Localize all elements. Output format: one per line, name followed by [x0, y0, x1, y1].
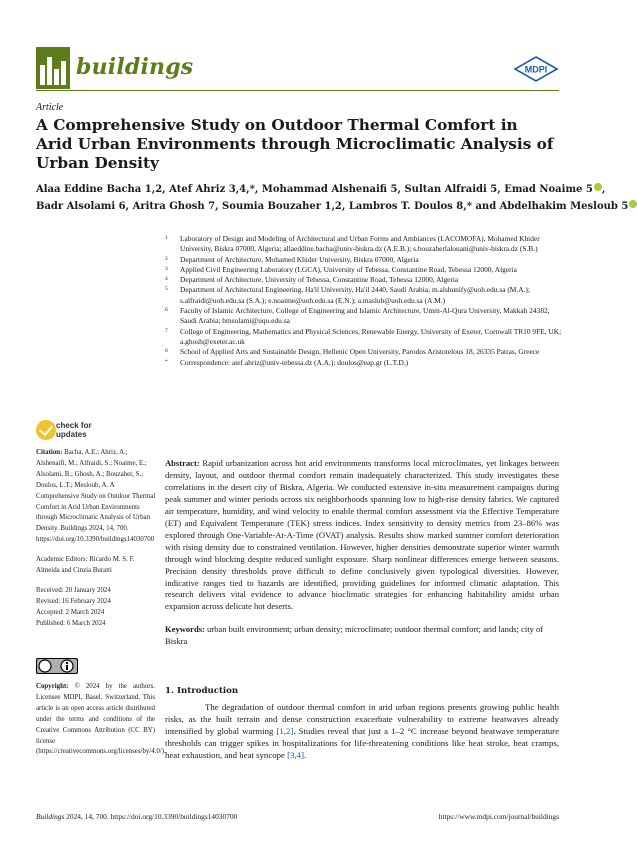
footer-citation [36, 812, 237, 821]
citation-block [36, 448, 156, 546]
footer-journal: Buildings [36, 812, 65, 821]
affiliation-text: Faculty of Islamic Architecture, College of Engineering and Islamic Architecture, Umm-Al-Qura University, Makkah 24382, Saudi Arabia; bmsolami@uqu.edu.sa [180, 306, 550, 326]
affiliation-item [165, 347, 565, 357]
affiliation-number: 1 [165, 235, 168, 241]
copyright-text: © 2024 by the authors. Licensee MDPI, Basel, Switzerland. This article is an open access article distributed under the terms and conditions of the Creative Commons Attribution (CC BY) license (https://creativecommons.org/licenses/by/4.0/). [36, 683, 166, 756]
affiliation-item [165, 327, 565, 348]
date-accepted: Accepted: 2 March 2024 [36, 608, 105, 616]
journal-logo-icon [36, 47, 70, 89]
check-for-updates-badge[interactable] [36, 420, 96, 442]
footer-url[interactable]: https://www.mdpi.com/journal/buildings [438, 812, 559, 821]
affiliation-number: 6 [165, 307, 168, 314]
affiliation-item [165, 306, 565, 327]
keywords [165, 624, 559, 648]
affiliation-item [165, 285, 565, 306]
author-line-2-text: Badr Alsolami 6, Aritra Ghosh 7, Soumia Bouzaher 1,2, Lambros T. Doulos 8,* and Abdelhakim Mesloub 5 [36, 200, 629, 212]
article-title: A Comprehensive Study on Outdoor Thermal Comfort in Arid Urban Environments through Microclimatic Analysis of Urban Density [36, 116, 554, 172]
article-info-sidebar [36, 448, 156, 630]
correspondence-text: Correspondence: atef.ahriz@univ-tebessa.dz (A.A.); doulos@eap.gr (L.T.D.) [180, 357, 409, 367]
affiliations [165, 234, 565, 368]
date-published: Published: 6 March 2024 [36, 619, 106, 627]
keywords-text: urban built environment; urban density; microclimate; outdoor thermal comfort; arid lands; city of Biskra [165, 624, 544, 646]
affiliation-number: 2 [165, 255, 168, 262]
affiliation-text: Laboratory of Design and Modeling of Architectural and Urban Forms and Ambiances (LACOMOFA), Mohamed Khider University, Biskra 07000, Algeria; allaeddine.bacha@univ-biskra.dz (A.E.B.); s.bouzaherlalouani@univ-biskra.dz (S.B.) [180, 234, 540, 254]
cc-by-license-icon[interactable] [36, 658, 78, 674]
keywords-label: Keywords: [165, 624, 205, 634]
copyright-notice [36, 682, 166, 758]
affiliation-number: 3 [165, 265, 168, 272]
affiliation-number: * [165, 358, 168, 365]
checkmark-icon [36, 420, 56, 440]
orcid-icon[interactable] [594, 183, 602, 191]
author-list [36, 182, 629, 215]
mdpi-logo-icon[interactable] [513, 56, 559, 82]
abstract-label: Abstract: [165, 458, 200, 468]
affiliation-text: College of Engineering, Mathematics and Physical Sciences, Renewable Energy, University of Exeter, Cornwall TR10 9FE, UK; a.ghosh@exeter.ac.uk [180, 326, 562, 346]
intro-paragraph [165, 701, 559, 761]
citation-link[interactable]: [1,2] [276, 726, 294, 737]
section-heading: 1. Introduction [165, 686, 239, 696]
affiliation-text: Department of Architectural Engineering, Ha'il University, Ha'il 2440, Saudi Arabia; m.alshunify@uoh.edu.sa (M.A.); s.alfraidi@uoh.edu.sa (S.A.); e.noaime@uoh.edu.sa (E.N.); a.maslub@uoh.edu.sa (A.M.) [180, 285, 530, 305]
article-type: Article [36, 102, 64, 113]
author-line-2 [36, 199, 629, 216]
intro-text: . Studies reveal that just a 1–2 °C increase beyond heatwave temperature thresholds can trigger spikes in hospitalizations for life-threatening conditions like heat stroke, heat cramps, heat exhaustion, and heat syncope [165, 726, 559, 761]
footer-doi[interactable]: 2024, 14, 700. https://doi.org/10.3390/buildings14030700 [64, 812, 238, 821]
mdpi-logo-text: MDPI [524, 64, 548, 75]
citation-link[interactable]: [3,4] [287, 750, 304, 761]
journal-name: buildings [76, 54, 194, 80]
copyright-label: Copyright: [36, 683, 69, 690]
affiliation-text: Department of Architecture, University of Tebessa, Constantine Road, Tebessa 12000, Algeria [180, 275, 459, 285]
academic-editors: Academic Editors: Ricardo M. S. F. Almeida and Cinzia Buratti [36, 556, 135, 575]
intro-text: . [304, 750, 307, 761]
check-for-updates-label: check for updates [56, 421, 92, 439]
correspondence [165, 358, 565, 368]
affiliation-item [165, 265, 565, 275]
author-line-1: Alaa Eddine Bacha 1,2, Atef Ahriz 3,4,*, Mohammad Alshenaifi 5, Sultan Alfraidi 5, Emad Noaime 5 , [36, 184, 606, 195]
header-rule [36, 90, 559, 91]
date-received: Received: 20 January 2024 [36, 586, 111, 594]
affiliation-item [165, 255, 565, 265]
date-revised: Revised: 16 February 2024 [36, 597, 111, 605]
author-line-1-text: Alaa Eddine Bacha 1,2, Atef Ahriz 3,4,*, Mohammad Alshenaifi 5, Sultan Alfraidi 5, Emad Noaime 5 [36, 184, 593, 195]
abstract-text: Rapid urbanization across hot arid environments transforms local microclimates, yet linkages between density, layout, and outdoor thermal comfort remain inadequately characterized. This study investigates these correlations in the desert city of Biskra, Algeria. We conducted extensive in-situ measurement campaigns during peak summer and winter periods across six neighborhoods spanning low to high-rise density fabrics. We captured air temperature, humidity, and wind velocity to enable thermal comfort assessment via the Effective Temperature (ET) and Equivalent Temperature (TEK) stress indices. Index sensitivity to density metrics from 23–86% was explored through One-Variable-At-A-Time (OVAT) analysis. Results show marked summer comfort deterioration with rising density due to constrained ventilation. However, higher densities demonstrate superior winter warmth through wind blocking despite reduced sunlight exposure. Sharp nonlinear differences emerge between seasons. Precision density thresholds prove difficult to define conclusively given typological diversities. However, indicative ranges tied to hazards are identified, providing guidelines for informed climatic adaptation. This research delivers vital evidence to advance bioclimatic strategies for enhancing habitability amidst urban expansion across delicate hot deserts. [165, 458, 559, 612]
affiliation-text: Applied Civil Engineering Laboratory (LGCA), University of Tebessa, Constantine Road, Tebessa 12000, Algeria [180, 264, 517, 274]
orcid-icon[interactable] [629, 200, 637, 208]
affiliation-number: 4 [165, 276, 168, 283]
citation-label: Citation: [36, 449, 63, 456]
citation-text: Bacha, A.E.; Ahriz, A.; Alshenaifi, M.; Alfraidi, S.; Noaime, E.; Alsolami, B.; Ghosh, A.; Bouzaher, S.; Doulos, L.T.; Mesloub, A. A Comprehensive Study on Outdoor Thermal Comfort in Arid Urban Environments through Microclimatic Analysis of Urban Density. Buildings 2024, 14, 700. https://doi.org/10.3390/buildings14030700 [36, 449, 156, 544]
affiliation-text: School of Applied Arts and Sustainable Design, Hellenic Open University, Parodos Aristotelous 18, 26335 Patras, Greece [180, 347, 540, 357]
affiliation-number: 5 [165, 286, 168, 293]
affiliation-text: Department of Architecture, Mohamed Khider University, Biskra 07000, Algeria [180, 254, 419, 264]
intro-text: The degradation of outdoor thermal comfort in arid urban regions presents growing public health risks, as the built terrain and dense construction exacerbate vulnerability to extreme heatwaves already intensified by global warming [165, 702, 559, 737]
affiliation-item [165, 275, 565, 285]
affiliation-number: 8 [165, 348, 168, 355]
affiliation-item [165, 234, 565, 255]
abstract [165, 458, 559, 613]
affiliation-number: 7 [165, 327, 168, 334]
